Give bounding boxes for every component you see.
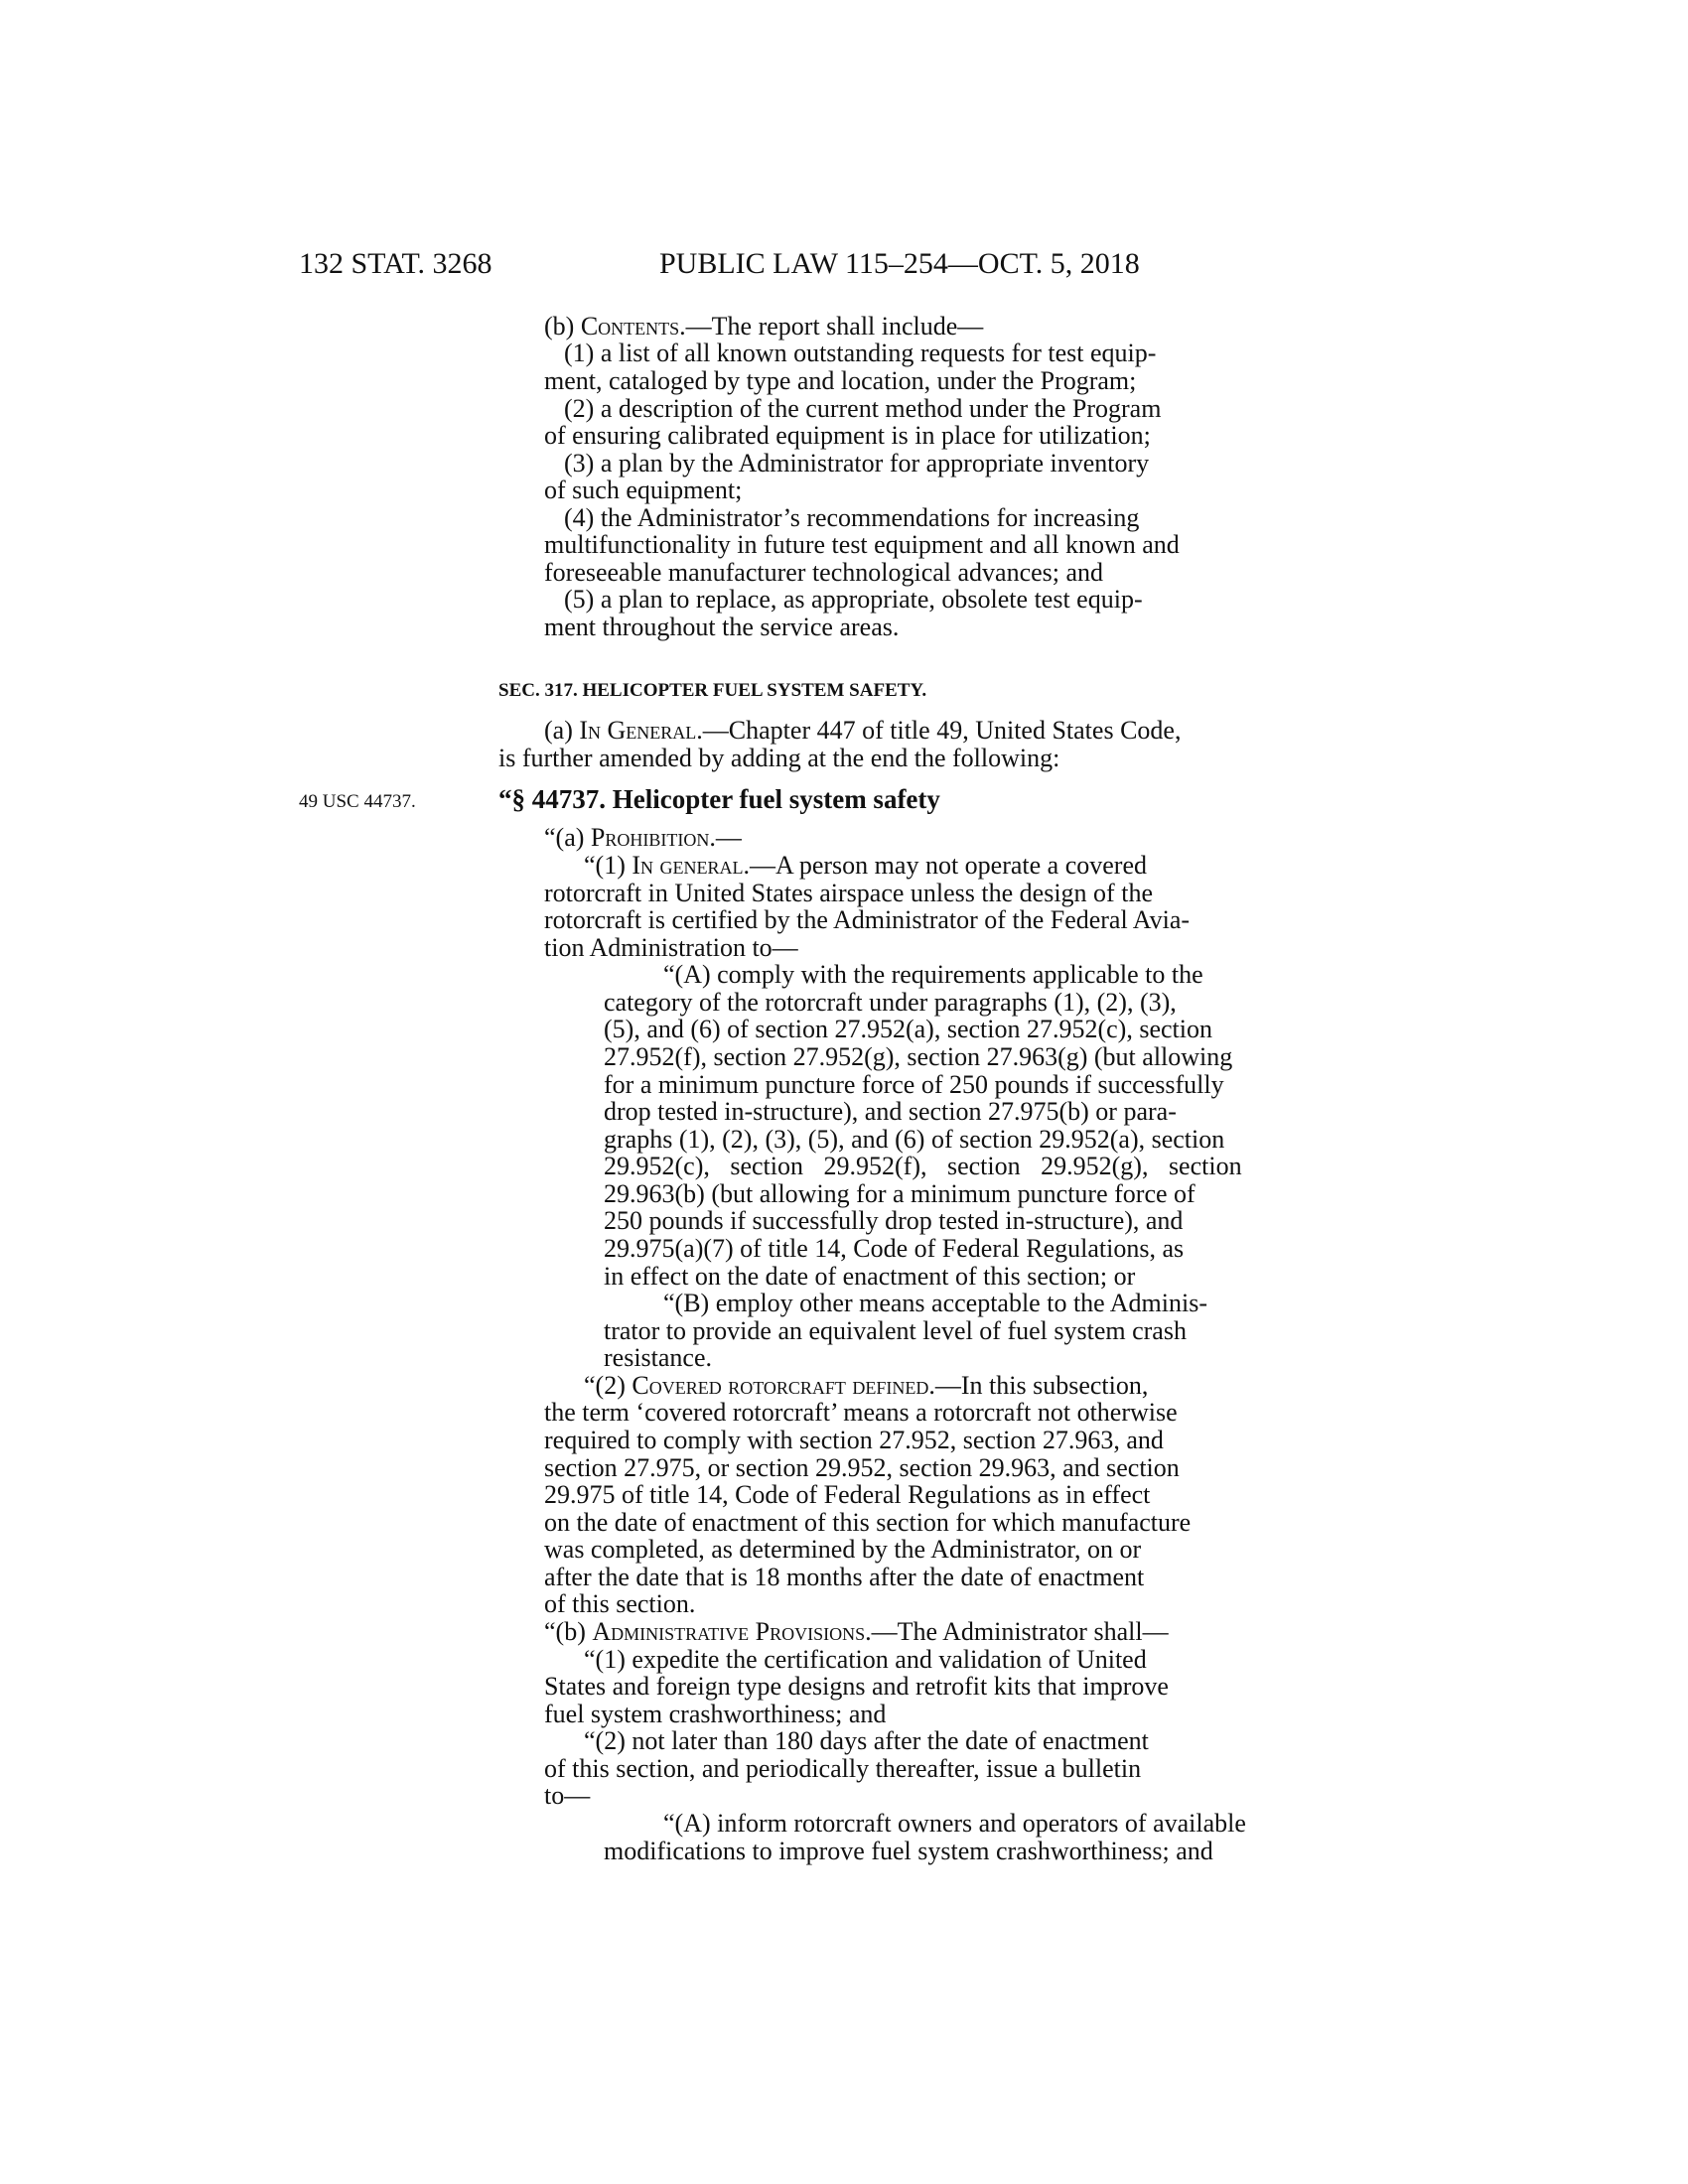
body-line xyxy=(584,852,1147,880)
body-line: 29.963(b) (but allowing for a minimum puncture force of xyxy=(604,1179,1196,1208)
body-line: trator to provide an equivalent level of fuel system crash xyxy=(604,1316,1187,1345)
page-stat-number: 132 STAT. 3268 xyxy=(299,247,492,280)
text-run: (a) xyxy=(544,716,580,745)
body-line xyxy=(544,824,742,852)
text-run: “(2) xyxy=(584,1371,633,1400)
body-line: the term ‘covered rotorcraft’ means a rotorcraft not otherwise xyxy=(544,1398,1178,1427)
body-line: section 27.975, or section 29.952, section 29.963, and section xyxy=(544,1453,1180,1482)
body-line: is further amended by adding at the end the following: xyxy=(498,744,1060,772)
body-line: (3) a plan by the Administrator for appropriate inventory xyxy=(564,449,1150,478)
text-run: .—Chapter 447 of title 49, United States Code, xyxy=(696,716,1182,745)
body-line: of this section. xyxy=(544,1589,696,1618)
paragraph-heading: Prohibition xyxy=(590,823,710,852)
body-line: “(B) employ other means acceptable to the Adminis- xyxy=(663,1289,1207,1317)
body-line: modifications to improve fuel system crashworthiness; and xyxy=(604,1837,1213,1865)
body-line: rotorcraft is certified by the Administrator of the Federal Avia- xyxy=(544,905,1191,934)
text-run: “(1) xyxy=(584,851,633,880)
paragraph-heading: In general xyxy=(632,851,744,880)
body-line: “(2) not later than 180 days after the date of enactment xyxy=(584,1726,1149,1755)
paragraph-heading: Administrative Provisions xyxy=(592,1617,866,1646)
body-line: in effect on the date of enactment of this section; or xyxy=(604,1262,1136,1291)
body-line: after the date that is 18 months after the date of enactment xyxy=(544,1563,1145,1591)
text-run: .—A person may not operate a covered xyxy=(743,851,1147,880)
body-line: on the date of enactment of this section for which manufacture xyxy=(544,1508,1192,1537)
body-line: 29.975(a)(7) of title 14, Code of Federal Regulations, as xyxy=(604,1234,1185,1263)
body-line: of ensuring calibrated equipment is in place for utilization; xyxy=(544,421,1151,450)
body-line xyxy=(544,717,1181,745)
body-line: 27.952(f), section 27.952(g), section 27.963(g) (but allowing xyxy=(604,1042,1233,1071)
body-line xyxy=(584,1372,1148,1400)
text-run: .—In this subsection, xyxy=(928,1371,1149,1400)
body-line: required to comply with section 27.952, section 27.963, and xyxy=(544,1426,1164,1454)
body-line: 29.952(c), section 29.952(f), section 29.952(g), section xyxy=(604,1152,1242,1180)
body-line: (4) the Administrator’s recommendations for increasing xyxy=(564,503,1140,532)
margin-citation: 49 USC 44737. xyxy=(299,791,416,812)
body-line: graphs (1), (2), (3), (5), and (6) of section 29.952(a), section xyxy=(604,1125,1225,1154)
body-line xyxy=(544,313,983,341)
body-line: ment, cataloged by type and location, under the Program; xyxy=(544,366,1137,395)
paragraph-heading: Covered rotorcraft defined xyxy=(632,1371,929,1400)
body-line: of this section, and periodically thereafter, issue a bulletin xyxy=(544,1754,1142,1783)
body-line xyxy=(544,1618,1169,1646)
text-run: .—The Administrator shall— xyxy=(865,1617,1169,1646)
body-line: 29.975 of title 14, Code of Federal Regulations as in effect xyxy=(544,1480,1151,1509)
body-line: tion Administration to— xyxy=(544,933,798,962)
text-run: .— xyxy=(709,823,742,852)
body-line: “(A) comply with the requirements applicable to the xyxy=(663,960,1203,989)
body-line: category of the rotorcraft under paragraphs (1), (2), (3), xyxy=(604,988,1177,1017)
codified-section-heading: “§ 44737. Helicopter fuel system safety xyxy=(498,784,940,814)
body-line: (5) a plan to replace, as appropriate, obsolete test equip- xyxy=(564,585,1143,614)
body-line: was completed, as determined by the Administrator, on or xyxy=(544,1535,1142,1564)
section-title: SEC. 317. HELICOPTER FUEL SYSTEM SAFETY. xyxy=(498,680,927,701)
body-line: (5), and (6) of section 27.952(a), section 27.952(c), section xyxy=(604,1015,1212,1043)
body-line: of such equipment; xyxy=(544,476,743,504)
body-line: (1) a list of all known outstanding requests for test equip- xyxy=(564,339,1157,367)
text-run: .—The report shall include— xyxy=(679,312,984,341)
paragraph-heading: In General xyxy=(579,716,697,745)
body-line: “(1) expedite the certification and validation of United xyxy=(584,1645,1147,1674)
body-line: foreseeable manufacturer technological advances; and xyxy=(544,558,1104,587)
body-line: multifunctionality in future test equipment and all known and xyxy=(544,530,1180,559)
paragraph-heading: Contents xyxy=(580,312,680,341)
text-run: “(b) xyxy=(544,1617,593,1646)
body-line: fuel system crashworthiness; and xyxy=(544,1700,887,1728)
body-line: to— xyxy=(544,1781,591,1810)
body-line: for a minimum puncture force of 250 pounds if successfully xyxy=(604,1070,1224,1099)
running-header-title: PUBLIC LAW 115–254—OCT. 5, 2018 xyxy=(659,247,1140,280)
body-line: ment throughout the service areas. xyxy=(544,613,900,641)
text-run: “(a) xyxy=(544,823,591,852)
body-line: rotorcraft in United States airspace unless the design of the xyxy=(544,879,1153,907)
body-line: resistance. xyxy=(604,1343,713,1372)
body-line: (2) a description of the current method under the Program xyxy=(564,394,1162,423)
body-line: States and foreign type designs and retrofit kits that improve xyxy=(544,1672,1169,1701)
body-line: 250 pounds if successfully drop tested in-structure), and xyxy=(604,1206,1184,1235)
body-line: drop tested in-structure), and section 27.975(b) or para- xyxy=(604,1097,1177,1126)
body-line: “(A) inform rotorcraft owners and operators of available xyxy=(663,1809,1246,1838)
text-run: (b) xyxy=(544,312,581,341)
